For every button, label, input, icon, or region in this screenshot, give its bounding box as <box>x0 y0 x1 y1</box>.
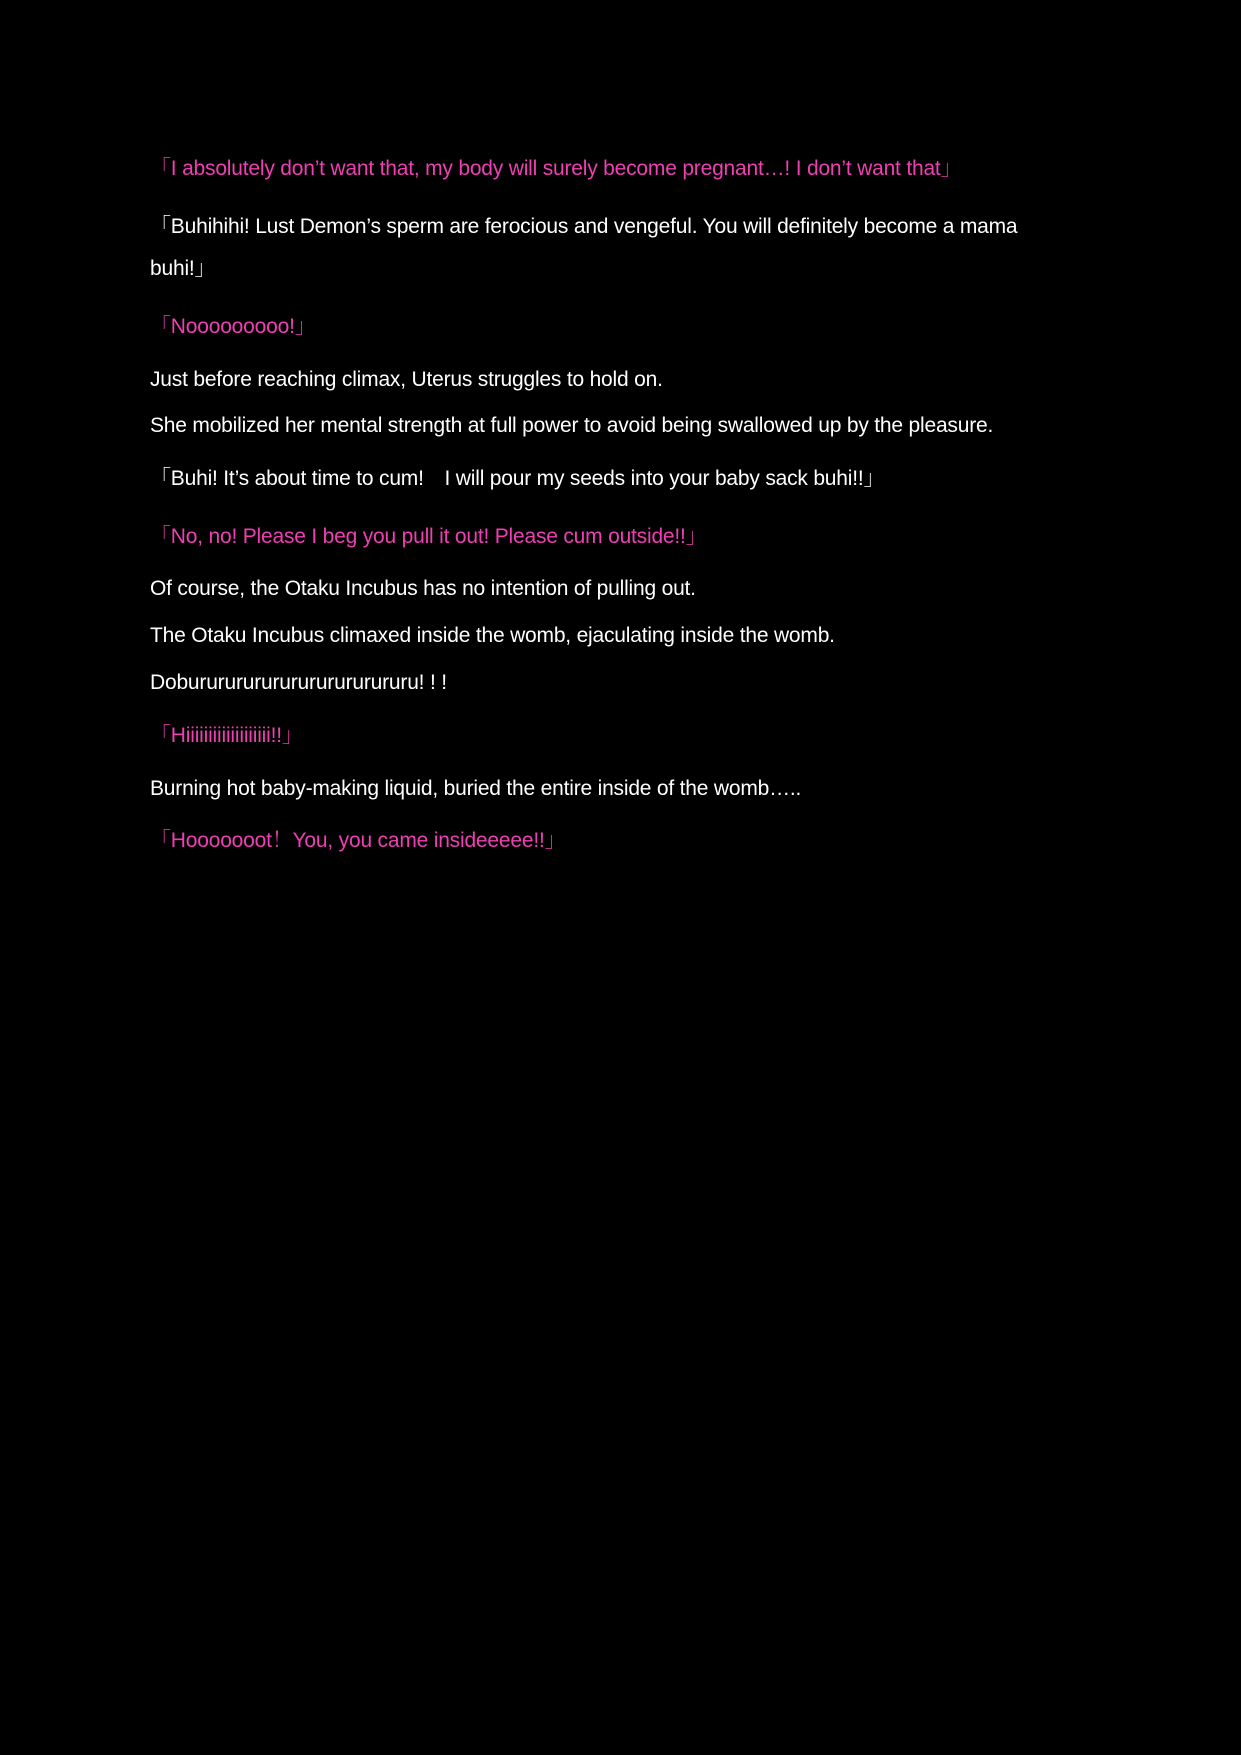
narration-line-2: She mobilized her mental strength at full power to avoid being swallowed up by the pleasure. <box>150 414 994 437</box>
narration-line-5: Burning hot baby-making liquid, buried the entire inside of the womb….. <box>150 777 802 800</box>
sound-effect-line: Dobururururururururururururu! ! ! <box>150 671 447 694</box>
dialogue-line-2: 「Buhihihi! Lust Demon’s sperm are ferocious and vengeful. You will definitely become a mama <box>150 215 1018 238</box>
dialogue-line-5: 「No, no! Please I beg you pull it out! Please cum outside!!」 <box>150 525 707 548</box>
dialogue-line-4: 「Buhi! It’s about time to cum! I will pour my seeds into your baby sack buhi!!」 <box>150 467 885 490</box>
dialogue-line-3: 「Nooooooooo!」 <box>150 315 316 338</box>
dialogue-line-6: 「Hiiiiiiiiiiiiiiiiiii!!」 <box>150 724 303 747</box>
narration-line-4: The Otaku Incubus climaxed inside the womb, ejaculating inside the womb. <box>150 624 835 647</box>
dialogue-line-2-cont: buhi!」 <box>150 257 216 280</box>
narration-line-3: Of course, the Otaku Incubus has no intention of pulling out. <box>150 577 696 600</box>
dialogue-line-7: 「Hooooooot！You, you came insideeeee!!」 <box>150 829 566 852</box>
dialogue-line-1: 「I absolutely don’t want that, my body will surely become pregnant…! I don’t want that」 <box>150 157 962 180</box>
narration-line-1: Just before reaching climax, Uterus struggles to hold on. <box>150 368 663 391</box>
